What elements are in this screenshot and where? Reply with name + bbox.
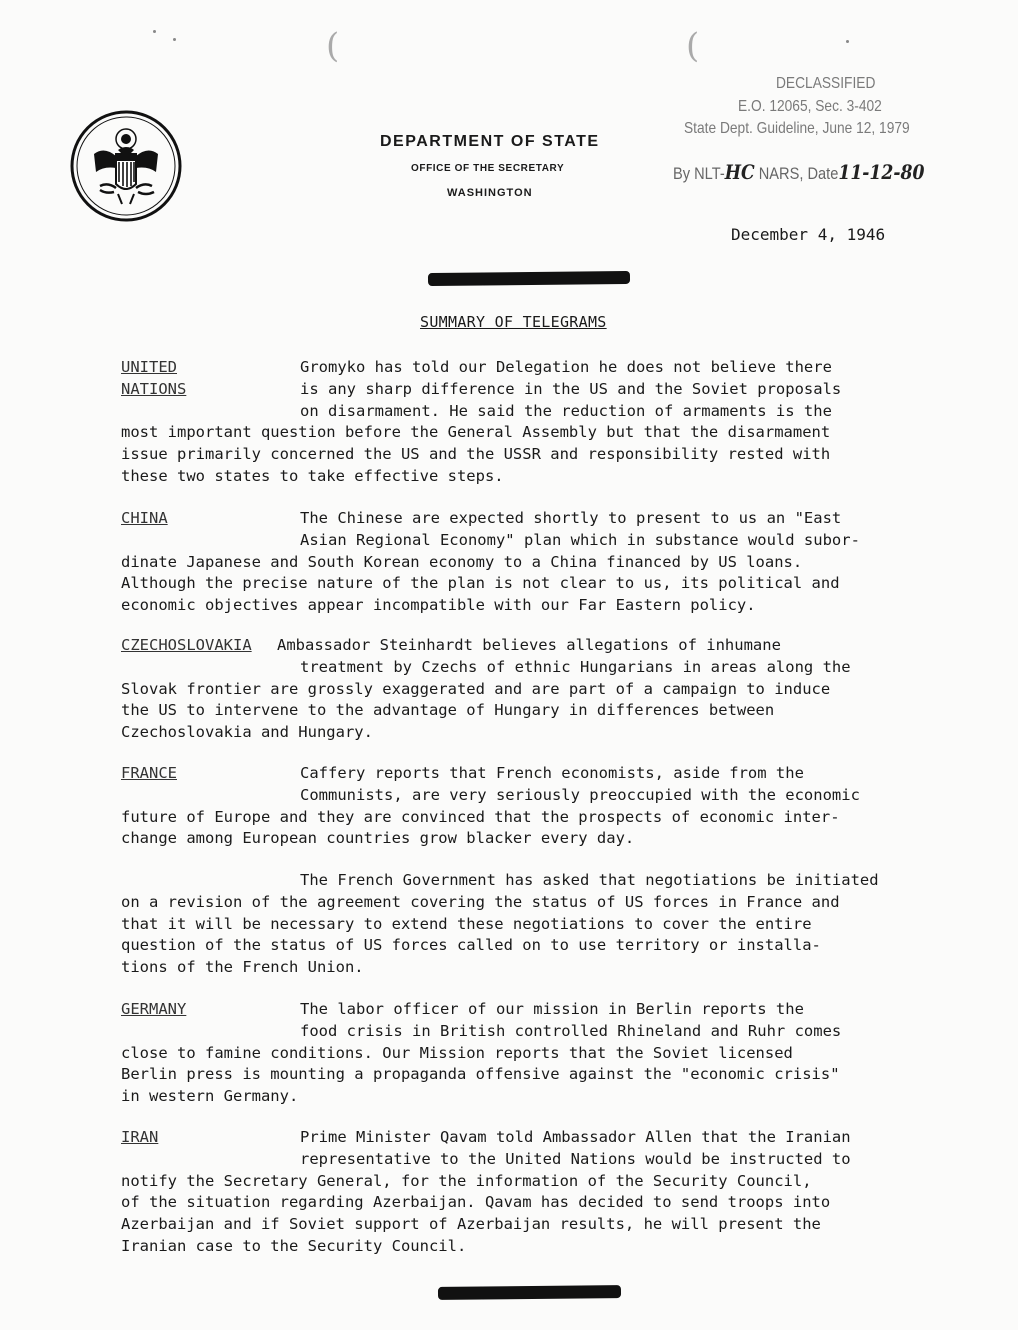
paragraph-line: of the situation regarding Azerbaijan. Qavam has decided to send troops into <box>121 1193 831 1212</box>
redaction-bar <box>428 271 630 286</box>
paragraph-line: Slovak frontier are grossly exaggerated and are part of a campaign to induce <box>121 679 831 698</box>
speck <box>846 40 849 43</box>
handwritten-initials: HC <box>724 160 755 184</box>
section-heading: GERMANY <box>121 1000 187 1018</box>
paragraph-line: Berlin press is mounting a propaganda offensive against the "economic crisis" <box>121 1065 840 1084</box>
speck <box>153 30 156 33</box>
section-heading: IRAN <box>121 1128 159 1146</box>
section-heading: CHINA <box>121 509 168 527</box>
paragraph-line: issue primarily concerned the US and the USSR and responsibility rested with <box>121 445 831 464</box>
department-seal-icon <box>70 110 182 222</box>
declassified-stamp-line: State Dept. Guideline, June 12, 1979 <box>684 120 910 137</box>
paragraph-line: change among European countries grow blacker every day. <box>121 829 635 848</box>
stray-mark: ( <box>326 26 340 66</box>
stray-mark: ( <box>686 26 700 66</box>
paragraph-line: Caffery reports that French economists, aside from the <box>300 764 804 782</box>
document-title: SUMMARY OF TELEGRAMS <box>420 313 607 331</box>
section-heading: CZECHOSLOVAKIA <box>121 636 252 654</box>
office-subtitle: OFFICE OF THE SECRETARY <box>411 163 565 174</box>
paragraph-line: Asian Regional Economy" plan which in substance would subor- <box>300 530 860 549</box>
department-title: DEPARTMENT OF STATE <box>380 133 600 150</box>
section-heading: UNITED <box>121 358 177 376</box>
paragraph-line: in western Germany. <box>121 1087 299 1106</box>
paragraph-line: future of Europe and they are convinced that the prospects of economic inter- <box>121 807 840 826</box>
paragraph-line: on disarmament. He said the reduction of armaments is the <box>300 401 832 420</box>
paragraph-line: notify the Secretary General, for the information of the Security Council, <box>121 1171 812 1190</box>
paragraph-line: The Chinese are expected shortly to present to us an "East <box>300 509 842 527</box>
paragraph-line: Communists, are very seriously preoccupied with the economic <box>300 785 860 804</box>
paragraph-line: economic objectives appear incompatible with our Far Eastern policy. <box>121 596 756 615</box>
paragraph-line: food crisis in British controlled Rhineland and Ruhr comes <box>300 1021 842 1040</box>
city-subtitle: WASHINGTON <box>447 187 533 199</box>
paragraph-line: dinate Japanese and South Korean economy to a China financed by US loans. <box>121 552 803 571</box>
paragraph-line: Although the precise nature of the plan is not clear to us, its political and <box>121 574 840 593</box>
section-heading: FRANCE <box>121 764 177 782</box>
declassified-stamp-line: DECLASSIFIED <box>776 75 876 92</box>
paragraph-line: close to famine conditions. Our Mission reports that the Soviet licensed <box>121 1043 793 1062</box>
speck <box>173 38 176 41</box>
paragraph-line: is any sharp difference in the US and the Soviet proposals <box>300 379 842 398</box>
paragraph-line: that it will be necessary to extend these negotiations to cover the entire <box>121 914 812 933</box>
paragraph-line: most important question before the General Assembly but that the disarmament <box>121 423 831 442</box>
declassified-stamp-line: E.O. 12065, Sec. 3-402 <box>738 98 882 115</box>
redaction-bar <box>438 1285 621 1300</box>
paragraph-line: these two states to take effective steps. <box>121 467 504 485</box>
paragraph-line: Czechoslovakia and Hungary. <box>121 723 373 742</box>
paragraph-line: question of the status of US forces called on to use territory or installa- <box>121 936 821 955</box>
paragraph-line: Iranian case to the Security Council. <box>121 1237 467 1255</box>
stamp-prefix: By NLT- <box>673 164 725 183</box>
paragraph-line: Ambassador Steinhardt believes allegations of inhumane <box>277 636 781 654</box>
paragraph-line: the US to intervene to the advantage of Hungary in differences between <box>121 701 775 720</box>
paragraph-line: tions of the French Union. <box>121 958 364 977</box>
stamp-mid: NARS, Date <box>754 164 839 183</box>
paragraph-line: representative to the United Nations would be instructed to <box>300 1149 851 1168</box>
section-heading: NATIONS <box>121 379 187 398</box>
paragraph-line: The French Government has asked that negotiations be initiated <box>300 871 879 889</box>
paragraph-line: Prime Minister Qavam told Ambassador Allen that the Iranian <box>300 1128 851 1146</box>
paragraph-line: The labor officer of our mission in Berlin reports the <box>300 1000 804 1018</box>
paragraph-line: Azerbaijan and if Soviet support of Azerbaijan results, he will present the <box>121 1215 821 1234</box>
paragraph-line: treatment by Czechs of ethnic Hungarians in areas along the <box>300 657 851 676</box>
declassified-stamp-signature-line <box>673 160 924 184</box>
paragraph-line: on a revision of the agreement covering the status of US forces in France and <box>121 892 840 911</box>
paragraph-line: Gromyko has told our Delegation he does not believe there <box>300 358 832 376</box>
document-date: December 4, 1946 <box>731 225 886 244</box>
handwritten-date: 11-12-80 <box>838 160 925 184</box>
